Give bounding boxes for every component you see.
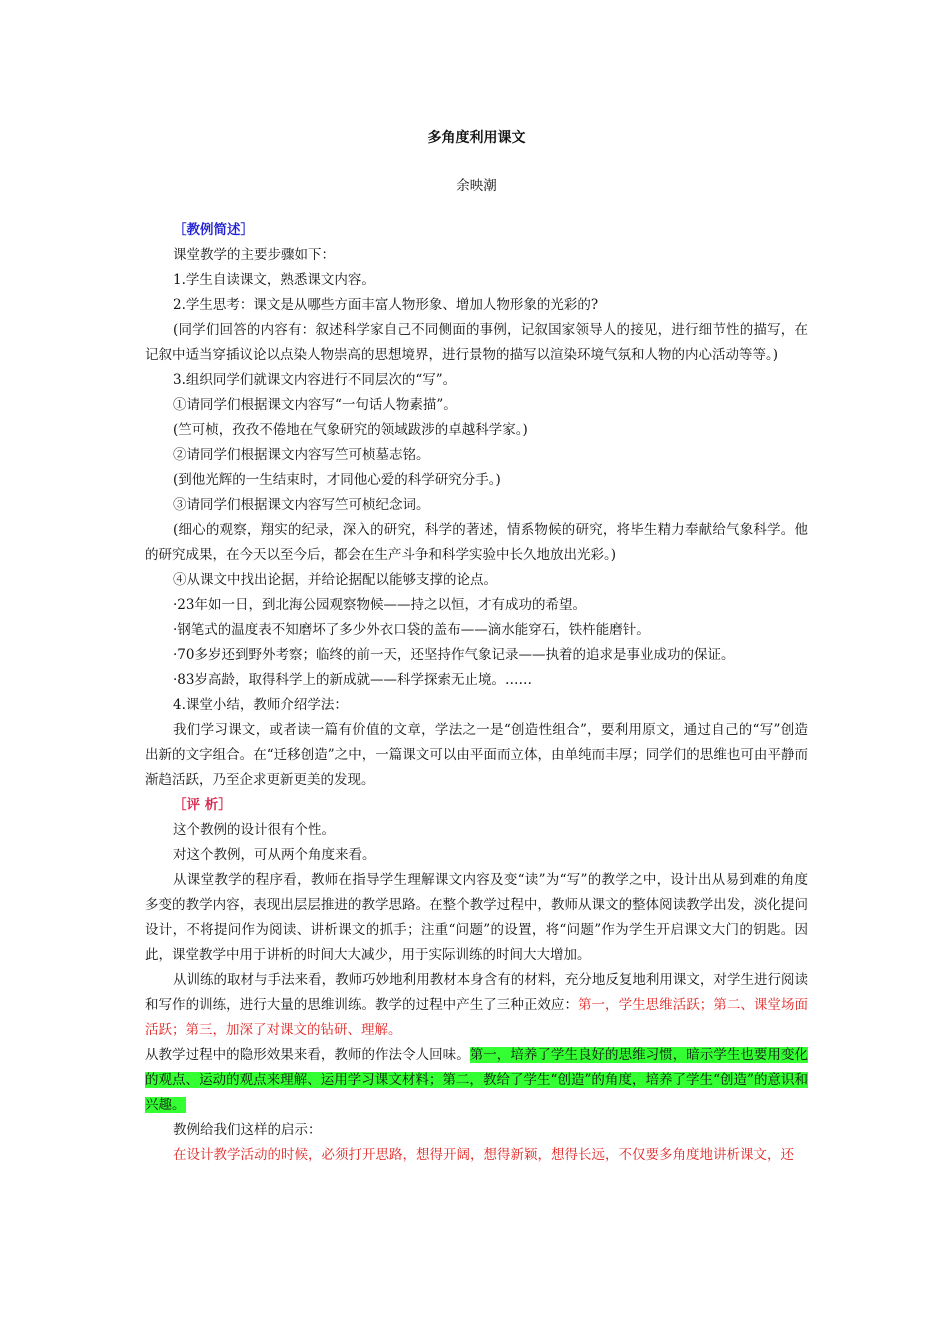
highlighted-text: 第一，培养了学生良好的思维习惯，暗示学生也要用变化的观点、运动的观点来理解、运用学习课文材料；第二，教给了学生“创造”的角度，培养了学生“创造”的意识和兴趣。	[145, 1047, 808, 1113]
paragraph: ③请同学们根据课文内容写竺可桢纪念词。	[173, 497, 430, 513]
section-heading-case: ［教例简述］	[173, 222, 254, 238]
paragraph: 课堂教学的主要步骤如下：	[173, 247, 335, 263]
bullet-item: ·83岁高龄，取得科学上的新成就——科学探索无止境。……	[173, 672, 532, 688]
paragraph: 对这个教例，可从两个角度来看。	[173, 847, 376, 863]
paragraph	[145, 968, 808, 1043]
paragraph: (细心的观察，翔实的纪录，深入的研究，科学的著述，情系物候的研究，将毕生精力奉献给气象科学。他的研究成果，在今天以至今后，都会在生产斗争和科学实验中长久地放出光彩。)	[145, 522, 808, 563]
paragraph: (到他光辉的一生结束时，才同他心爱的科学研究分手。)	[173, 472, 501, 488]
document-title: 多角度利用课文	[427, 130, 526, 146]
red-emphasis-paragraph: 在设计教学活动的时候，必须打开思路，想得开阔，想得新颖，想得长远，不仅要多角度地讲析课文，还	[173, 1147, 794, 1163]
paragraph: 教例给我们这样的启示：	[173, 1122, 322, 1138]
paragraph: 4.课堂小结，教师介绍学法：	[173, 697, 348, 713]
red-emphasis-text: 第一，学生思维活跃；第二、课堂场面活跃；第三，加深了对课文的钻研、理解。	[145, 997, 808, 1038]
paragraph: 我们学习课文，或者读一篇有价值的文章，学法之一是“创造性组合”，要利用原文，通过自己的“写”创造出新的文字组合。在“迁移创造”之中，一篇课文可以由平面而立体，由单纯而丰厚；同学们的思维也可由平静而渐趋活跃，乃至企求更新更美的发现。	[145, 722, 808, 788]
paragraph: 从课堂教学的程序看，教师在指导学生理解课文内容及变“读”为“写”的教学之中，设计出从易到难的角度多变的教学内容，表现出层层推进的教学思路。在整个教学过程中，教师从课文的整体阅读教学出发，淡化提问设计，不将提问作为阅读、讲析课文的抓手；注重“问题”的设置，将“问题”作为学生开启课文大门的钥匙。因此，课堂教学中用于讲析的时间大大减少，用于实际训练的时间大大增加。	[145, 872, 808, 963]
bullet-item: ·钢笔式的温度表不知磨坏了多少外衣口袋的盖布——滴水能穿石，铁杵能磨针。	[173, 622, 650, 638]
paragraph-text: 从训练的取材与手法来看，教师巧妙地利用教材本身含有的材料，充分地反复地利用课文，对学生进行阅读和写作的训练，进行大量的思维训练。教学的过程中产生了三种正效应：	[145, 972, 808, 1013]
paragraph: 3.组织同学们就课文内容进行不同层次的“写”。	[173, 372, 457, 388]
paragraph: (竺可桢，孜孜不倦地在气象研究的领域跋涉的卓越科学家。)	[173, 422, 528, 438]
paragraph: 这个教例的设计很有个性。	[173, 822, 335, 838]
paragraph	[145, 1043, 808, 1118]
document-body	[145, 218, 808, 1168]
bullet-item: ·70多岁还到野外考察；临终的前一天，还坚持作气象记录——执着的追求是事业成功的保证。	[173, 647, 735, 663]
bullet-item: ·23年如一日，到北海公园观察物候——持之以恒，才有成功的希望。	[173, 597, 586, 613]
paragraph: 2.学生思考：课文是从哪些方面丰富人物形象、增加人物形象的光彩的?	[173, 297, 599, 313]
section-heading-analysis: ［评 析］	[173, 797, 232, 813]
paragraph: ①请同学们根据课文内容写“一句话人物素描”。	[173, 397, 457, 413]
paragraph: ②请同学们根据课文内容写竺可桢墓志铭。	[173, 447, 430, 463]
paragraph: (同学们回答的内容有：叙述科学家自己不同侧面的事例，记叙国家领导人的接见，进行细节性的描写，在记叙中适当穿插议论以点染人物崇高的思想境界，进行景物的描写以渲染环境气氛和人物的内心活动等等。)	[145, 322, 808, 363]
document-author: 余映潮	[456, 178, 497, 194]
paragraph-text: 从教学过程中的隐形效果来看，教师的作法令人回味。	[145, 1047, 470, 1063]
paragraph: ④从课文中找出论据，并给论据配以能够支撑的论点。	[173, 572, 497, 588]
paragraph: 1.学生自读课文，熟悉课文内容。	[173, 272, 375, 288]
